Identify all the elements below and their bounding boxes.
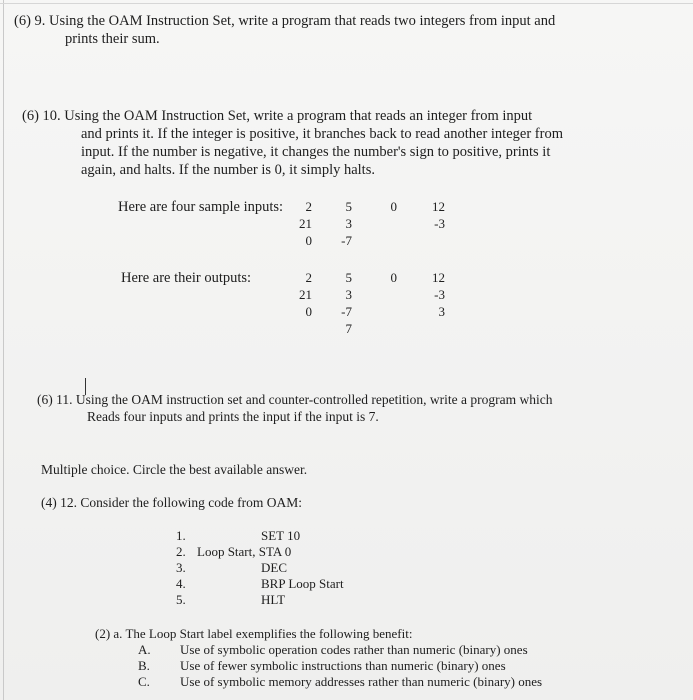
code-line-text: Loop Start, STA 0 xyxy=(197,544,292,559)
input-value: 2 xyxy=(305,199,312,214)
output-value: 21 xyxy=(299,287,312,302)
output-value: 12 xyxy=(432,270,445,285)
code-line-text: HLT xyxy=(261,592,286,607)
code-line-text: DEC xyxy=(261,560,287,575)
output-value: -7 xyxy=(341,304,352,319)
choice-text-c[interactable]: Use of symbolic memory addresses rather than numeric (binary) ones xyxy=(180,674,543,689)
sample-inputs-label: Here are four sample inputs: xyxy=(118,199,284,215)
q10-line-4: again, and halts. If the number is 0, it simply halts. xyxy=(81,162,375,178)
q12-part-a: (2) a. The Loop Start label exemplifies the following benefit: xyxy=(95,626,413,641)
page-edge-left xyxy=(3,0,4,700)
code-line-number: 2. xyxy=(176,544,186,559)
q9-line-1: (6) 9. Using the OAM Instruction Set, write a program that reads two integers from input and xyxy=(14,13,556,29)
input-value: 3 xyxy=(345,216,352,231)
page-edge-top xyxy=(0,3,693,4)
input-value: 5 xyxy=(345,199,352,214)
output-value: 3 xyxy=(438,304,445,319)
choice-letter-b: B. xyxy=(138,658,150,673)
output-value: -3 xyxy=(434,287,445,302)
multiple-choice-heading: Multiple choice. Circle the best available answer. xyxy=(41,462,308,477)
code-line-number: 4. xyxy=(176,576,186,591)
output-value: 0 xyxy=(390,270,397,285)
code-line-text: SET 10 xyxy=(261,528,301,543)
q10-line-1: (6) 10. Using the OAM Instruction Set, write a program that reads an integer from input xyxy=(22,108,533,124)
input-value: -7 xyxy=(341,233,352,248)
q10-line-2: and prints it. If the integer is positive, it branches back to read another integer from xyxy=(81,126,563,142)
choice-text-b[interactable]: Use of fewer symbolic instructions than numeric (binary) ones xyxy=(180,658,506,673)
input-value: 21 xyxy=(299,216,312,231)
input-value: 0 xyxy=(305,233,312,248)
output-value: 2 xyxy=(305,270,312,285)
output-value: 0 xyxy=(305,304,312,319)
q9-line-2: prints their sum. xyxy=(65,31,160,47)
output-value: 7 xyxy=(345,321,352,336)
q11-line-2: Reads four inputs and prints the input if the input is 7. xyxy=(87,409,379,424)
choice-letter-a: A. xyxy=(138,642,151,657)
q11-line-1: (6) 11. Using the OAM instruction set and counter-controlled repetition, write a program which xyxy=(37,392,553,407)
q10-line-3: input. If the number is negative, it changes the number's sign to positive, prints it xyxy=(81,144,551,160)
q12-intro: (4) 12. Consider the following code from OAM: xyxy=(41,495,302,510)
input-value: -3 xyxy=(434,216,445,231)
choice-text-a[interactable]: Use of symbolic operation codes rather than numeric (binary) ones xyxy=(180,642,528,657)
output-value: 3 xyxy=(345,287,352,302)
output-value: 5 xyxy=(345,270,352,285)
code-line-text: BRP Loop Start xyxy=(261,576,344,591)
code-line-number: 3. xyxy=(176,560,186,575)
input-value: 0 xyxy=(390,199,397,214)
code-line-number: 1. xyxy=(176,528,186,543)
choice-letter-c: C. xyxy=(138,674,150,689)
input-value: 12 xyxy=(432,199,445,214)
outputs-label: Here are their outputs: xyxy=(121,270,252,286)
code-line-number: 5. xyxy=(176,592,186,607)
